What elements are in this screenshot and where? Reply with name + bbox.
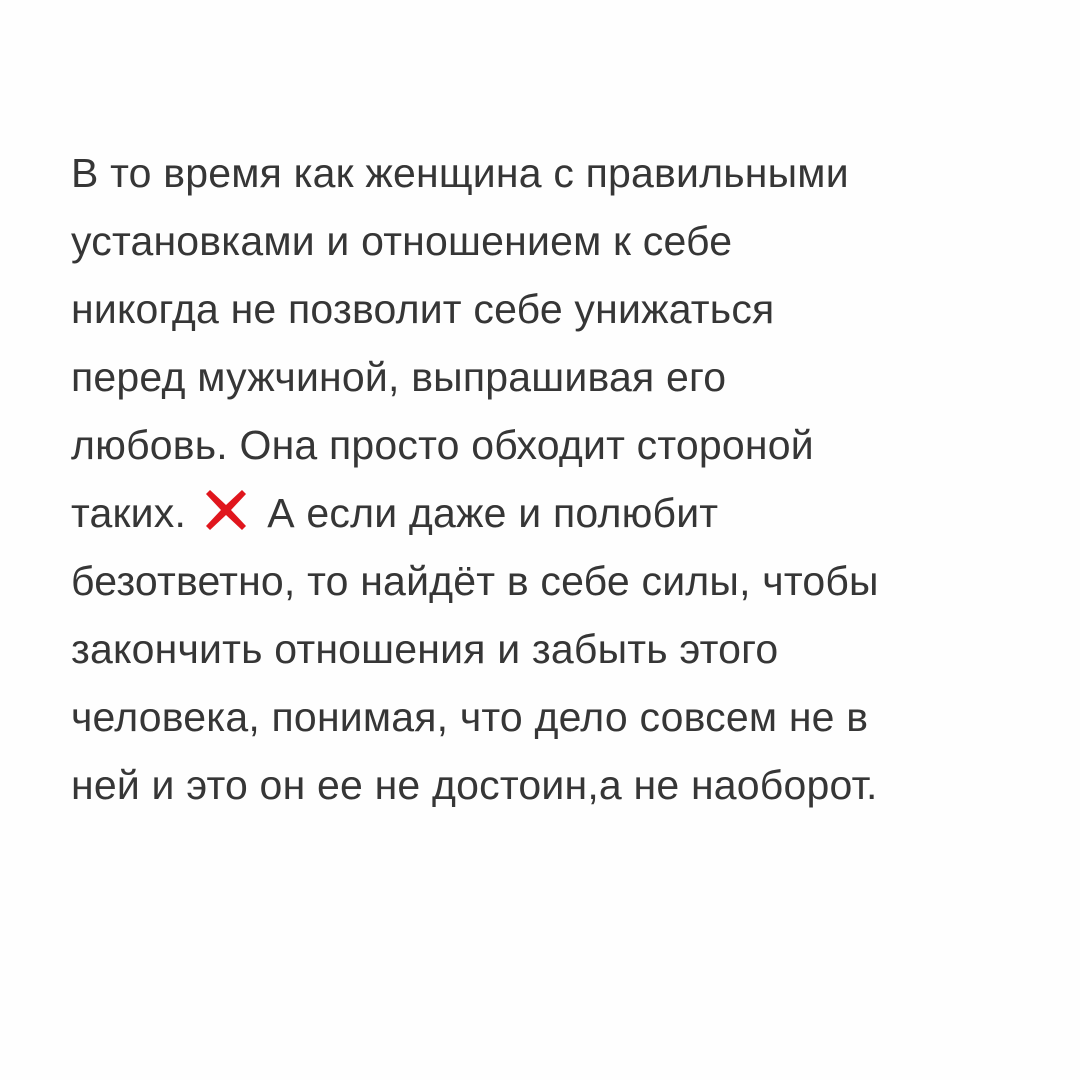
text-line: закончить отношения и забыть этого — [71, 626, 779, 672]
text-line-with-emoji — [71, 479, 1031, 547]
text-line: любовь. Она просто обходит стороной — [71, 422, 814, 468]
text-line: безответно, то найдёт в себе силы, чтобы — [71, 558, 879, 604]
text-segment: таких. — [71, 490, 187, 536]
post-text — [71, 139, 1031, 819]
cross-mark-icon — [202, 486, 250, 534]
text-line: В то время как женщина с правильными — [71, 150, 849, 196]
text-line: человека, понимая, что дело совсем не в — [71, 694, 869, 740]
text-line: никогда не позволит себе унижаться — [71, 286, 775, 332]
text-segment: А если даже и полюбит — [267, 490, 719, 536]
text-line: перед мужчиной, выпрашивая его — [71, 354, 727, 400]
text-line: установками и отношением к себе — [71, 218, 733, 264]
text-line: ней и это он ее не достоин,а не наоборот. — [71, 762, 878, 808]
